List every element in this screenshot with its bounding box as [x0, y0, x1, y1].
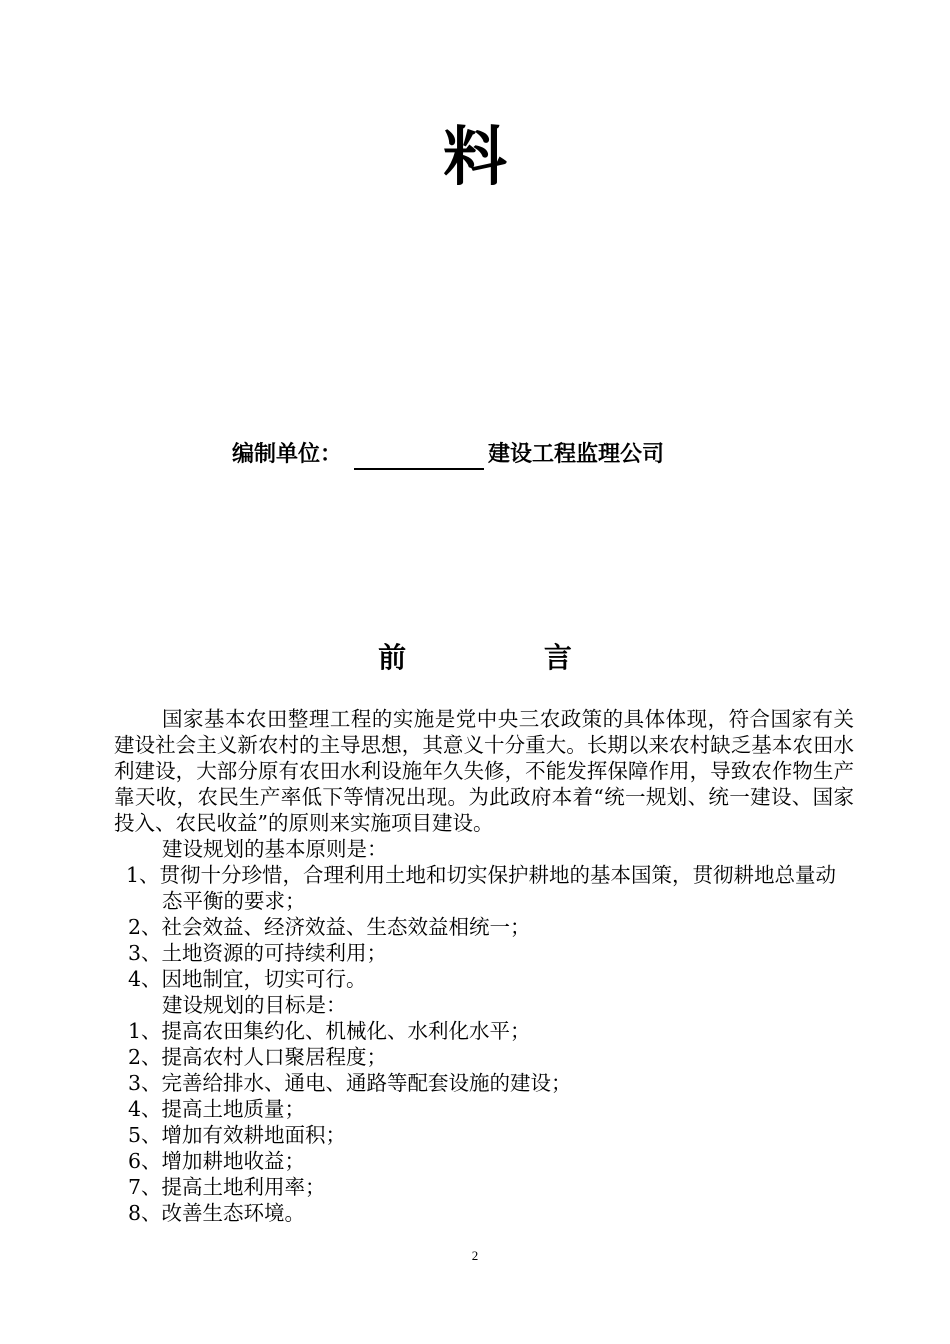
goal-item: 1、提高农田集约化、机械化、水利化水平；	[128, 1019, 531, 1043]
goal-item: 3、完善给排水、通电、通路等配套设施的建设；	[128, 1071, 572, 1095]
principle-item: 3、土地资源的可持续利用；	[128, 941, 388, 965]
goal-item: 7、提高土地利用率；	[128, 1175, 326, 1199]
principle-item: 4、因地制宜，切实可行。	[128, 967, 367, 991]
cover-large-character: 料	[443, 121, 507, 195]
unit-blank-line	[354, 440, 484, 470]
page-number: 2	[471, 1248, 479, 1263]
compiling-unit-label: 编制单位：	[232, 442, 343, 467]
goals-heading: 建设规划的目标是：	[162, 993, 347, 1017]
goal-item: 6、增加耕地收益；	[128, 1149, 306, 1173]
compiling-unit-row	[232, 436, 664, 470]
principles-heading: 建设规划的基本原则是：	[162, 837, 388, 861]
compiling-unit-name: 建设工程监理公司	[488, 442, 665, 467]
goal-item: 5、增加有效耕地面积；	[128, 1123, 347, 1147]
goal-item: 8、改善生态环境。	[128, 1201, 306, 1225]
preface-intro-paragraph: 国家基本农田整理工程的实施是党中央三农政策的具体体现，符合国家有关建设社会主义新农村的主导思想，其意义十分重大。长期以来农村缺乏基本农田水利建设，大部分原有农田水利设施年久失修，不能发挥保障作用，导致农作物生产靠天收，农民生产率低下等情况出现。为此政府本着“统一规划、统一建设、国家投入、农民收益”的原则来实施项目建设。	[114, 707, 854, 835]
preface-title: 前 言	[378, 641, 636, 674]
goal-item: 4、提高土地质量；	[128, 1097, 306, 1121]
goal-item: 2、提高农村人口聚居程度；	[128, 1045, 388, 1069]
principle-item: 2、社会效益、经济效益、生态效益相统一；	[128, 915, 531, 939]
principle-item: 1、贯彻十分珍惜，合理利用土地和切实保护耕地的基本国策，贯彻耕地总量动态平衡的要求；	[126, 863, 837, 913]
preface-body	[114, 706, 854, 1226]
